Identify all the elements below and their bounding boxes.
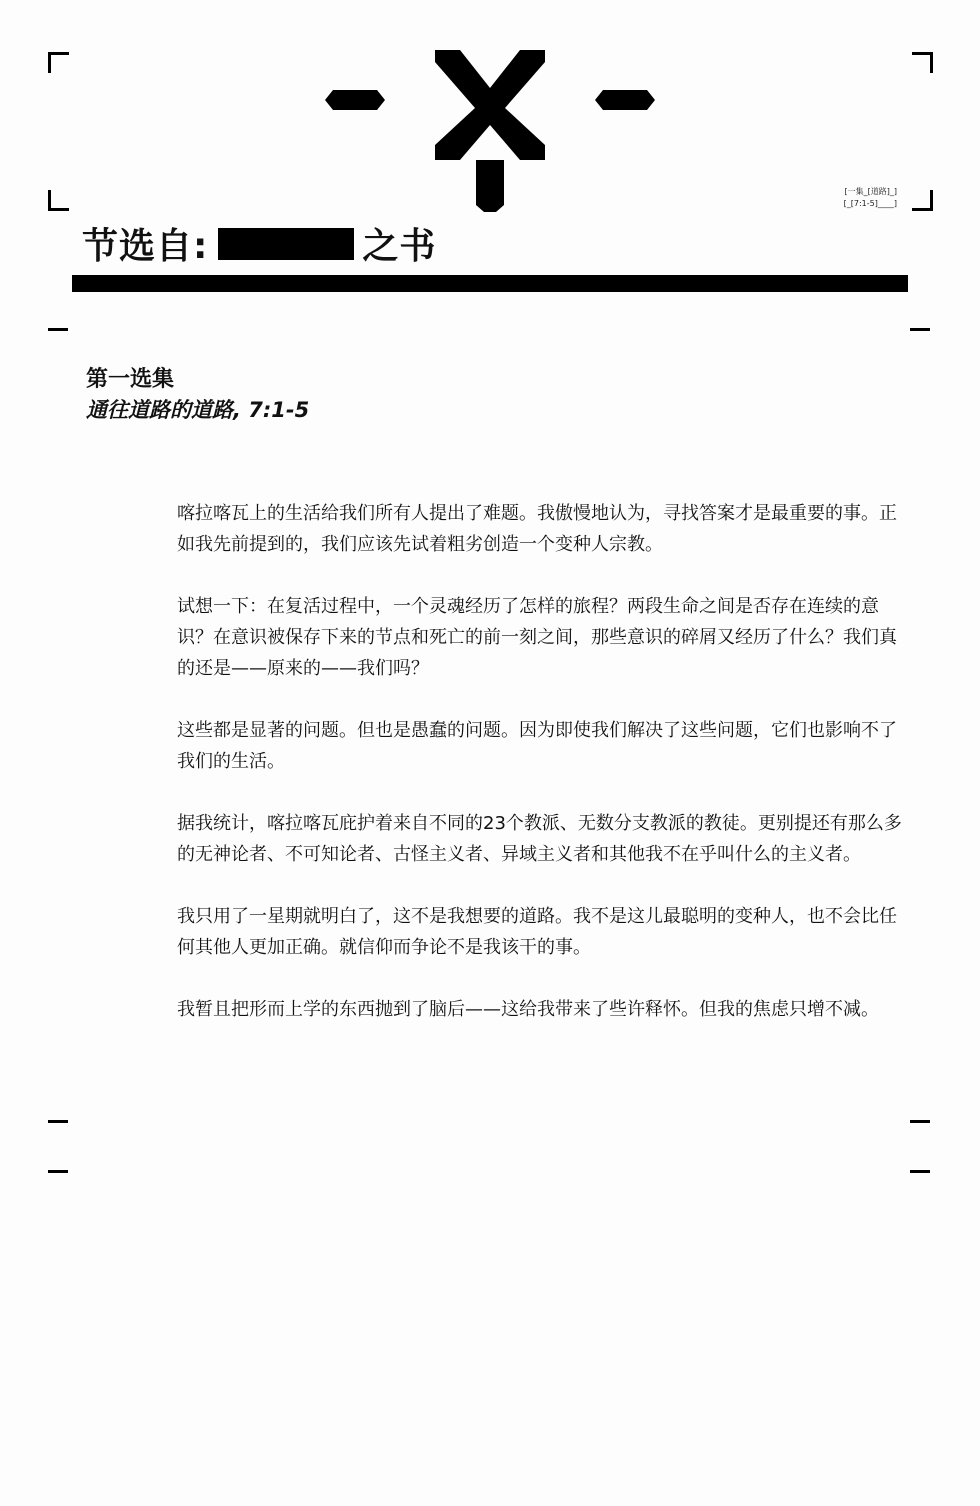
paragraph: 这些都是显著的问题。但也是愚蠢的问题。因为即使我们解决了这些问题，它们也影响不了我们的生活。 xyxy=(177,720,897,772)
title-prefix: 节选自: xyxy=(82,226,209,267)
margin-tick xyxy=(48,1170,68,1173)
corner-bracket-mid-left xyxy=(48,190,69,211)
margin-tick xyxy=(48,328,68,331)
page-title xyxy=(82,218,436,269)
redaction-bar xyxy=(218,228,354,260)
margin-tick xyxy=(48,1120,68,1123)
episode-tag-line: [一集_[道路]_] xyxy=(844,187,897,196)
emblem-x-logo xyxy=(325,50,655,219)
corner-bracket-top-left xyxy=(48,52,69,73)
paragraph: 喀拉喀瓦上的生活给我们所有人提出了难题。我傲慢地认为，寻找答案才是最重要的事。正如我先前提到的，我们应该先试着粗劣创造一个变种人宗教。 xyxy=(177,503,897,555)
paragraph: 我暂且把形而上学的东西抛到了脑后——这给我带来了些许释怀。但我的焦虑只增不减。 xyxy=(177,999,879,1020)
section-heading: 第一选集 xyxy=(86,367,175,392)
body-text xyxy=(177,498,912,1056)
margin-tick xyxy=(910,1120,930,1123)
section-subheading: 通往道路的道路, 7:1-5 xyxy=(86,398,310,422)
margin-tick xyxy=(910,1170,930,1173)
corner-bracket-mid-right xyxy=(912,190,933,211)
episode-tag-line: [_[7:1-5]____] xyxy=(843,199,897,208)
paragraph: 试想一下：在复活过程中，一个灵魂经历了怎样的旅程？两段生命之间是否存在连续的意识？在意识被保存下来的节点和死亡的前一刻之间，那些意识的碎屑又经历了什么？我们真的还是——原来的——我们吗？ xyxy=(177,596,897,679)
margin-tick xyxy=(910,328,930,331)
paragraph: 据我统计，喀拉喀瓦庇护着来自不同的23个教派、无数分支教派的教徒。更别提还有那么多的无神论者、不可知论者、古怪主义者、异域主义者和其他我不在乎叫什么的主义者。 xyxy=(177,813,902,865)
episode-tag xyxy=(844,186,897,210)
title-divider xyxy=(72,275,908,292)
paragraph: 我只用了一星期就明白了，这不是我想要的道路。我不是这儿最聪明的变种人，也不会比任何其他人更加正确。就信仰而争论不是我该干的事。 xyxy=(177,906,897,958)
section-header xyxy=(86,365,309,425)
corner-bracket-top-right xyxy=(912,52,933,73)
title-suffix: 之书 xyxy=(362,226,437,267)
